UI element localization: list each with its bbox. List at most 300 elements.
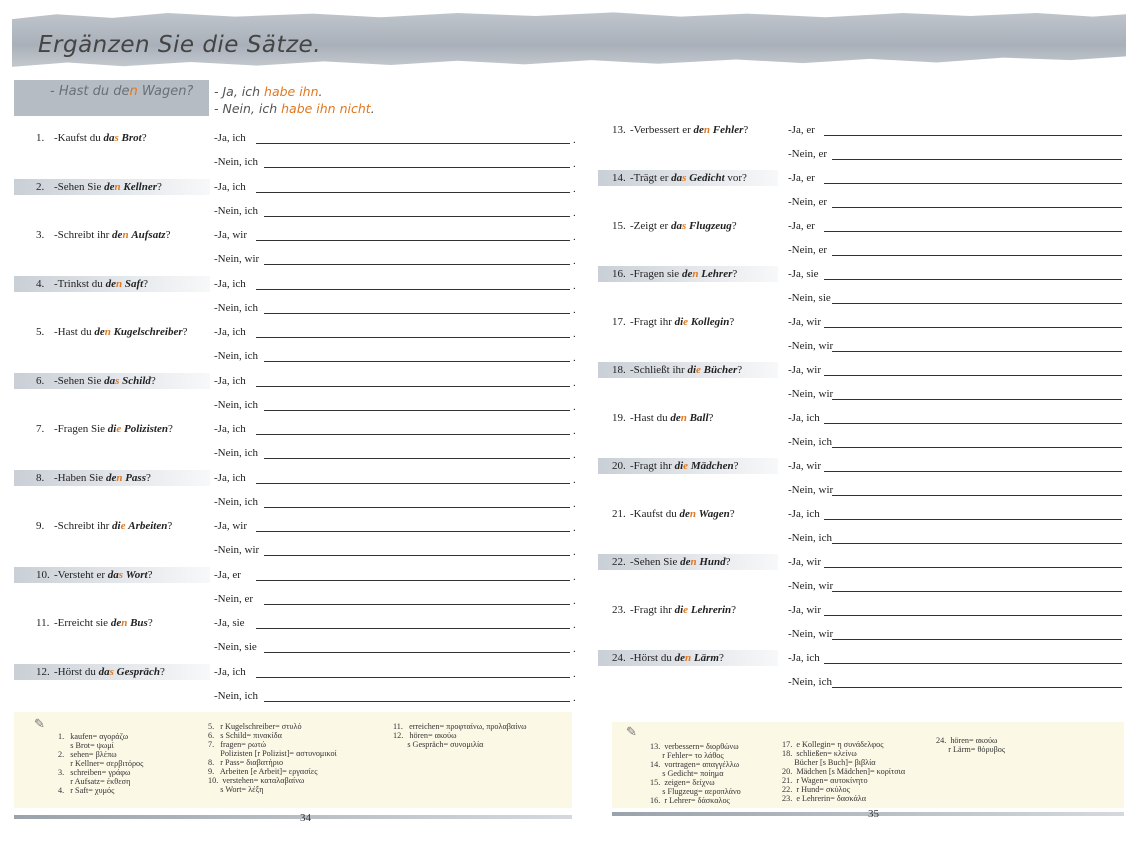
- question-article-ending: e: [683, 604, 689, 616]
- question-number: 7.: [36, 423, 45, 435]
- question-number: 3.: [36, 229, 45, 241]
- vocab-left-col-2: [208, 722, 337, 794]
- question-article: di: [687, 364, 696, 376]
- answer-no-blank[interactable]: [832, 159, 1122, 160]
- answer-no-blank[interactable]: [832, 591, 1122, 592]
- answer-yes-blank[interactable]: [256, 289, 570, 290]
- question-23: [612, 604, 736, 616]
- question-noun: Fehler: [712, 124, 744, 136]
- question-tail: ?: [718, 652, 724, 664]
- pen-icon-left: ✎: [34, 716, 45, 731]
- page-title: Ergänzen Sie die Sätze.: [38, 32, 322, 58]
- question-24: [612, 652, 724, 664]
- answer-period: .: [573, 158, 576, 171]
- answer-no-blank[interactable]: [264, 701, 570, 702]
- question-article: de: [680, 556, 691, 568]
- answer-no-blank[interactable]: [832, 495, 1122, 496]
- question-article-ending: n: [685, 652, 692, 664]
- example-q-ending: n: [129, 84, 138, 99]
- question-article: da: [107, 568, 119, 581]
- answer-yes-label: -Ja, ich: [788, 508, 820, 520]
- answer-no-label: -Nein, sie: [788, 292, 831, 304]
- question-17: [612, 316, 734, 328]
- answer-no-blank[interactable]: [264, 604, 570, 605]
- question-verb: -Fragen sie: [630, 268, 680, 280]
- answer-no-blank[interactable]: [264, 410, 570, 411]
- question-tail: ?: [729, 508, 735, 520]
- question-verb: -Zeigt er: [630, 220, 669, 232]
- question-article-ending: n: [116, 471, 123, 484]
- answer-no-blank[interactable]: [832, 639, 1122, 640]
- question-tail: ?: [729, 316, 735, 328]
- answer-period: .: [573, 522, 576, 534]
- question-verb: -Fragt ihr: [630, 316, 672, 328]
- answer-period: .: [573, 376, 576, 389]
- vocab-left-col-1: [58, 732, 143, 795]
- question-tail: ?: [737, 364, 743, 376]
- question-verb: -Erreicht sie: [54, 617, 109, 629]
- vocab-right-col-3: [936, 736, 1005, 754]
- question-3: [36, 229, 170, 241]
- vocab-entry: r Lärm= θόρυβος: [936, 745, 1006, 754]
- answer-period: .: [573, 400, 576, 413]
- question-number: 20.: [612, 460, 626, 472]
- question-noun: Mädchen: [690, 460, 734, 472]
- answer-no-blank[interactable]: [264, 507, 570, 508]
- answer-no-blank[interactable]: [264, 652, 570, 653]
- answer-yes-label: -Ja, sie: [788, 268, 819, 280]
- vocab-entry: s Flugzeug= αεροπλάνο: [650, 787, 741, 796]
- question-number: 16.: [612, 268, 626, 280]
- question-13: [612, 124, 748, 136]
- vocab-entry: 23. e Lehrerin= δασκάλα: [782, 794, 867, 803]
- answer-period: .: [573, 691, 576, 704]
- answer-yes-label: -Ja, ich: [214, 277, 246, 290]
- question-verb: -Sehen Sie: [54, 374, 102, 387]
- question-verb: -Hast du: [54, 326, 92, 338]
- answer-yes-blank[interactable]: [256, 483, 570, 484]
- answer-no-label: -Nein, wir: [214, 544, 260, 557]
- question-article-ending: s: [114, 132, 119, 144]
- question-noun: Saft: [124, 277, 144, 290]
- question-article-ending: e: [116, 423, 122, 435]
- answer-yes-label: -Ja, wir: [788, 316, 821, 328]
- question-article: da: [98, 665, 110, 678]
- vocab-entry: r Fehler= το λάθος: [650, 751, 724, 760]
- question-2: [36, 181, 162, 193]
- answer-yes-blank[interactable]: [824, 375, 1122, 376]
- answer-no-blank[interactable]: [832, 687, 1122, 688]
- answer-yes-blank[interactable]: [256, 192, 570, 193]
- vocab-entry: s Wort= λέξη: [208, 785, 264, 794]
- question-4: [36, 278, 148, 290]
- question-article: da: [103, 132, 115, 144]
- question-tail: ?: [145, 471, 151, 484]
- question-noun: Kollegin: [690, 316, 730, 328]
- answer-yes-label: -Ja, sie: [214, 617, 245, 629]
- page-number-right: 35: [868, 808, 879, 820]
- question-number: 4.: [36, 277, 45, 290]
- question-article: de: [105, 277, 116, 290]
- answer-no-label: -Nein, ich: [214, 204, 258, 217]
- answer-period: .: [573, 303, 576, 316]
- question-noun: Lärm: [693, 652, 719, 664]
- question-article-ending: s: [118, 568, 124, 581]
- answer-yes-label: -Ja, er: [788, 220, 815, 232]
- example-a1-pre: - Ja, ich: [214, 84, 265, 99]
- answer-no-label: -Nein, wir: [788, 388, 834, 400]
- question-noun: Kellner: [123, 180, 157, 193]
- vocab-entry: 22. r Hund= σκύλος: [782, 785, 850, 794]
- vocab-entry: 16. r Lehrer= δάσκαλος: [650, 796, 730, 805]
- answer-yes-blank[interactable]: [824, 519, 1122, 520]
- question-noun: Bus: [130, 617, 148, 629]
- vocab-entry: 14. vortragen= απαγγέλλω: [650, 760, 740, 769]
- answer-yes-label: -Ja, wir: [788, 460, 821, 472]
- question-number: 5.: [36, 326, 45, 338]
- answer-yes-blank[interactable]: [256, 434, 570, 435]
- vocab-right-col-1: [650, 742, 741, 805]
- question-article: da: [104, 374, 116, 387]
- question-number: 11.: [36, 617, 50, 629]
- question-number: 10.: [36, 568, 50, 581]
- question-5: [36, 326, 188, 338]
- vocab-entry: Polizisten [r Polizist]= αστυνομικοί: [208, 749, 337, 758]
- question-noun: Arbeiten: [128, 520, 168, 532]
- question-noun: Lehrerin: [690, 604, 732, 616]
- question-article-ending: n: [680, 412, 687, 424]
- answer-period: .: [573, 352, 576, 365]
- example-q-article: de: [113, 84, 130, 99]
- question-article: da: [671, 172, 683, 184]
- answer-yes-blank[interactable]: [824, 279, 1122, 280]
- vocab-entry: s Gedicht= ποίημα: [650, 769, 724, 778]
- question-14: [612, 172, 747, 184]
- answer-no-label: -Nein, er: [788, 244, 828, 256]
- answer-no-label: -Nein, ich: [214, 447, 258, 460]
- answer-period: .: [573, 279, 576, 292]
- vocab-entry: 9. Arbeiten [e Arbeit]= εργασίες: [208, 767, 318, 776]
- answer-yes-blank[interactable]: [256, 386, 570, 387]
- pen-icon-right: ✎: [626, 724, 637, 739]
- question-tail: ?: [732, 268, 738, 280]
- answer-yes-blank[interactable]: [824, 327, 1122, 328]
- question-20: [612, 460, 738, 472]
- question-noun: Wort: [125, 568, 148, 581]
- answer-no-label: -Nein, wir: [788, 580, 834, 592]
- answer-yes-blank[interactable]: [824, 567, 1122, 568]
- answer-no-label: -Nein, ich: [788, 676, 832, 688]
- question-number: 18.: [612, 364, 626, 376]
- question-article: di: [674, 604, 684, 616]
- answer-yes-blank[interactable]: [256, 628, 570, 629]
- question-tail: ?: [733, 460, 739, 472]
- example-a2-pre: - Nein, ich: [214, 101, 282, 116]
- vocab-entry: 15. zeigen= δείχνω: [650, 778, 715, 787]
- answer-yes-blank[interactable]: [256, 337, 570, 338]
- question-tail: ?: [182, 326, 188, 338]
- answer-period: .: [573, 667, 576, 680]
- question-article-ending: n: [121, 617, 128, 629]
- question-verb: -Sehen Sie: [54, 180, 102, 193]
- question-article-ending: n: [692, 268, 699, 280]
- question-9: [36, 520, 172, 532]
- vocab-entry: 10. verstehen= καταλαβαίνω: [208, 776, 305, 785]
- question-12: [36, 666, 165, 678]
- vocab-entry: 12. hören= ακούω: [393, 731, 457, 740]
- answer-yes-blank[interactable]: [256, 143, 570, 144]
- answer-yes-blank[interactable]: [256, 580, 570, 581]
- answer-no-label: -Nein, sie: [214, 641, 257, 654]
- question-21: [612, 508, 735, 520]
- question-6: [36, 375, 156, 387]
- question-tail: ?: [150, 374, 156, 387]
- answer-yes-label: -Ja, er: [788, 124, 815, 136]
- vocab-entry: r Kellner= σερβιτόρος: [58, 759, 144, 768]
- vocab-entry: r Aufsatz= έκθεση: [58, 777, 131, 786]
- question-article-ending: n: [122, 229, 129, 241]
- question-article: da: [670, 220, 682, 232]
- answer-period: .: [573, 231, 576, 243]
- question-number: 19.: [612, 412, 626, 424]
- question-tail: ?: [157, 180, 162, 193]
- answer-no-blank[interactable]: [264, 313, 570, 314]
- question-article-ending: e: [683, 460, 689, 472]
- answer-no-label: -Nein, er: [788, 148, 828, 160]
- question-10: [36, 569, 153, 581]
- answer-yes-label: -Ja, ich: [214, 665, 246, 678]
- question-article: di: [674, 460, 684, 472]
- question-number: 12.: [36, 665, 50, 678]
- vocab-entry: 5. r Kugelschreiber= στυλό: [208, 722, 302, 731]
- answer-yes-label: -Ja, ich: [788, 412, 820, 424]
- question-noun: Flugzeug: [688, 220, 732, 232]
- vocab-entry: 11. erreichen= προφταίνω, προλαβαίνω: [393, 722, 527, 731]
- question-article-ending: e: [120, 520, 126, 532]
- answer-yes-label: -Ja, wir: [788, 364, 821, 376]
- question-verb: -Versteht er: [54, 568, 106, 581]
- question-noun: Kugelschreiber: [113, 326, 183, 338]
- vocab-entry: 6. s Schild= πινακίδα: [208, 731, 282, 740]
- example-answer-yes: [214, 84, 323, 99]
- vocab-entry: s Gespräch= συνομιλία: [393, 740, 484, 749]
- question-number: 14.: [612, 172, 626, 184]
- question-verb: -Trägt er: [630, 172, 669, 184]
- question-16: [612, 268, 737, 280]
- vocab-entry: s Brot= ψωμί: [58, 741, 114, 750]
- question-article: de: [105, 471, 117, 484]
- question-22: [612, 556, 731, 568]
- answer-yes-blank[interactable]: [824, 423, 1122, 424]
- question-article: de: [670, 412, 681, 424]
- question-noun: Bücher: [703, 364, 738, 376]
- answer-yes-blank[interactable]: [256, 677, 570, 678]
- footer-bar-left: [14, 815, 572, 819]
- question-verb: -Hast du: [630, 412, 668, 424]
- question-noun: Schild: [122, 374, 151, 387]
- question-verb: -Verbessert er: [630, 124, 691, 136]
- example-question: [50, 84, 193, 99]
- answer-period: .: [573, 255, 576, 268]
- answer-no-blank[interactable]: [832, 207, 1122, 208]
- answer-no-label: -Nein, wir: [214, 253, 260, 266]
- question-tail: ?: [143, 277, 149, 290]
- answer-yes-label: -Ja, ich: [214, 471, 246, 484]
- question-tail: vor?: [724, 172, 747, 184]
- example-a1-post: .: [318, 84, 323, 99]
- answer-yes-blank[interactable]: [256, 531, 570, 532]
- answer-no-blank[interactable]: [264, 216, 570, 217]
- question-18: [612, 364, 742, 376]
- question-noun: Brot: [121, 132, 142, 144]
- answer-no-label: -Nein, wir: [788, 628, 834, 640]
- question-tail: ?: [708, 412, 714, 424]
- answer-period: .: [573, 449, 576, 462]
- question-8: [36, 472, 151, 484]
- answer-no-blank[interactable]: [264, 167, 570, 168]
- question-tail: ?: [160, 665, 165, 678]
- vocab-entry: Bücher [s Buch]= βιβλία: [782, 758, 876, 767]
- answer-no-blank[interactable]: [832, 447, 1122, 448]
- question-verb: -Haben Sie: [54, 471, 104, 484]
- question-tail: ?: [731, 604, 737, 616]
- answer-no-label: -Nein, er: [214, 592, 254, 605]
- question-number: 6.: [36, 374, 45, 387]
- vocab-entry: 17. e Kollegin= η συνάδελφος: [782, 740, 884, 749]
- question-tail: ?: [165, 229, 171, 241]
- vocab-right-col-2: [782, 740, 905, 803]
- question-tail: ?: [725, 556, 731, 568]
- question-number: 2.: [36, 180, 45, 193]
- question-article-ending: n: [690, 556, 697, 568]
- answer-period: .: [573, 546, 576, 559]
- answer-no-blank[interactable]: [264, 361, 570, 362]
- question-noun: Lehrer: [701, 268, 733, 280]
- answer-period: .: [573, 594, 576, 607]
- question-verb: -Fragen Sie: [54, 423, 106, 435]
- answer-no-label: -Nein, ich: [214, 495, 258, 508]
- question-article-ending: n: [115, 277, 123, 290]
- answer-yes-label: -Ja, wir: [788, 556, 821, 568]
- vocab-entry: 13. verbessern= διορθώνω: [650, 742, 739, 751]
- answer-no-blank[interactable]: [264, 264, 570, 265]
- answer-yes-blank[interactable]: [824, 615, 1122, 616]
- question-verb: -Kaufst du: [54, 132, 101, 144]
- question-number: 9.: [36, 520, 45, 532]
- page-number-left: 34: [300, 812, 311, 824]
- example-a2-post: .: [370, 101, 375, 116]
- answer-period: .: [573, 497, 576, 510]
- answer-yes-blank[interactable]: [824, 231, 1122, 232]
- answer-yes-label: -Ja, wir: [214, 520, 247, 532]
- answer-no-blank[interactable]: [832, 303, 1122, 304]
- question-number: 8.: [36, 471, 45, 484]
- answer-period: .: [573, 134, 576, 146]
- answer-period: .: [573, 206, 576, 219]
- question-article: de: [679, 508, 690, 520]
- answer-no-blank[interactable]: [832, 543, 1122, 544]
- answer-no-label: -Nein, ich: [214, 301, 258, 314]
- question-verb: -Hörst du: [630, 652, 672, 664]
- question-article-ending: n: [703, 124, 711, 136]
- question-article: de: [104, 180, 115, 193]
- answer-yes-blank[interactable]: [824, 183, 1122, 184]
- question-article-ending: s: [109, 665, 114, 678]
- question-noun: Polizisten: [123, 423, 168, 435]
- answer-yes-blank[interactable]: [824, 471, 1122, 472]
- answer-yes-blank[interactable]: [824, 663, 1122, 664]
- question-verb: -Kaufst du: [630, 508, 677, 520]
- question-tail: ?: [147, 617, 153, 629]
- question-noun: Ball: [689, 412, 709, 424]
- question-7: [36, 423, 173, 435]
- vocab-entry: 2. sehen= βλέπω: [58, 750, 117, 759]
- question-verb: -Hörst du: [54, 665, 96, 678]
- vocab-entry: 21. r Wagen= αυτοκίνητο: [782, 776, 868, 785]
- answer-no-label: -Nein, ich: [214, 689, 258, 702]
- question-article-ending: s: [682, 172, 687, 184]
- question-article-ending: s: [681, 220, 687, 232]
- answer-yes-label: -Ja, ich: [214, 423, 246, 435]
- vocab-entry: 3. schreiben= γράφω: [58, 768, 131, 777]
- question-article: di: [112, 520, 121, 532]
- question-article: de: [94, 326, 105, 338]
- vocab-entry: 24. hören= ακούω: [936, 736, 998, 745]
- question-tail: ?: [167, 423, 173, 435]
- question-verb: -Fragt ihr: [630, 460, 672, 472]
- answer-no-blank[interactable]: [832, 351, 1122, 352]
- question-verb: -Trinkst du: [54, 277, 103, 290]
- vocab-entry: 4. r Saft= χυμός: [58, 786, 115, 795]
- answer-yes-blank[interactable]: [824, 135, 1122, 136]
- question-noun: Gespräch: [116, 665, 161, 678]
- question-number: 1.: [36, 132, 45, 144]
- question-number: 21.: [612, 508, 626, 520]
- answer-no-blank[interactable]: [264, 458, 570, 459]
- question-19: [612, 412, 713, 424]
- answer-no-label: -Nein, ich: [788, 436, 832, 448]
- question-noun: Aufsatz: [131, 229, 166, 241]
- question-verb: -Schreibt ihr: [54, 229, 110, 241]
- example-q-verb: - Hast du: [50, 84, 114, 99]
- question-number: 22.: [612, 556, 626, 568]
- answer-no-label: -Nein, ich: [214, 398, 258, 411]
- question-article-ending: e: [683, 316, 689, 328]
- answer-yes-label: -Ja, ich: [214, 374, 246, 387]
- example-q-noun: Wagen?: [137, 84, 194, 99]
- question-verb: -Sehen Sie: [630, 556, 678, 568]
- vocab-left-col-3: [393, 722, 527, 749]
- answer-no-blank[interactable]: [264, 555, 570, 556]
- answer-no-blank[interactable]: [832, 399, 1122, 400]
- answer-no-blank[interactable]: [832, 255, 1122, 256]
- example-a2-highlight: habe ihn nicht: [281, 101, 371, 116]
- answer-period: .: [573, 619, 576, 631]
- answer-period: .: [573, 570, 576, 583]
- question-noun: Wagen: [698, 508, 730, 520]
- question-article: de: [110, 617, 122, 629]
- question-number: 13.: [612, 124, 626, 136]
- answer-yes-label: -Ja, er: [788, 172, 815, 184]
- answer-yes-label: -Ja, wir: [788, 604, 821, 616]
- answer-yes-blank[interactable]: [256, 240, 570, 241]
- question-verb: -Schreibt ihr: [54, 520, 110, 532]
- vocab-entry: 20. Mädchen [s Mädchen]= κορίτσια: [782, 767, 906, 776]
- answer-no-label: -Nein, ich: [214, 156, 258, 169]
- question-noun: Hund: [699, 556, 726, 568]
- question-tail: ?: [743, 124, 749, 136]
- question-article: de: [112, 229, 123, 241]
